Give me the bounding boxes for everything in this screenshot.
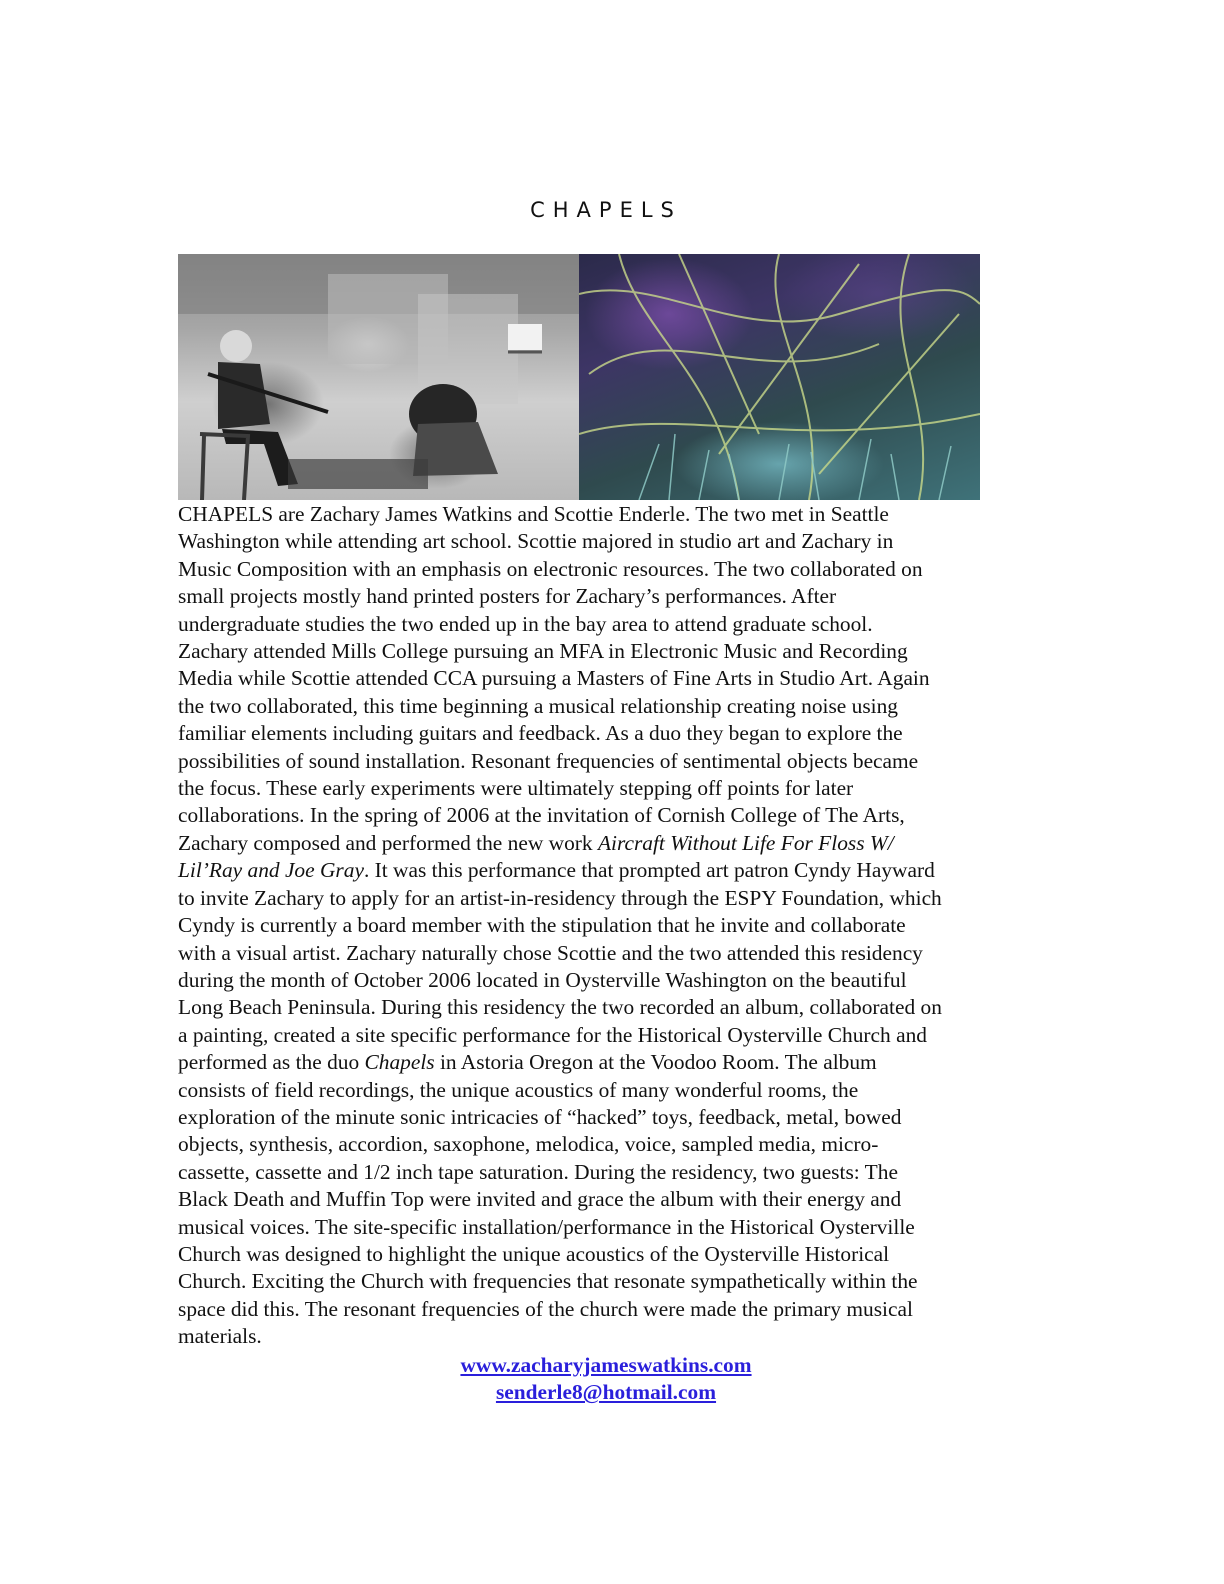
body-line: the two collaborated, this time beginning a musical relationship creating noise using (178, 693, 898, 718)
body-line: with a visual artist. Zachary naturally chose Scottie and the two attended this residency (178, 940, 923, 965)
email-link[interactable]: senderle8@hotmail.com (495, 1380, 717, 1405)
body-line: Washington while attending art school. Scottie majored in studio art and Zachary in (178, 529, 894, 554)
body-line: to invite Zachary to apply for an artist-in-residency through the ESPY Foundation, which (178, 885, 942, 910)
body-line: familiar elements including guitars and feedback. As a duo they began to explore the (178, 721, 903, 746)
website-link[interactable]: www.zacharyjameswatkins.com (460, 1353, 752, 1377)
body-line: collaborations. In the spring of 2006 at the invitation of Cornish College of The Arts, (178, 803, 905, 828)
body-line: Long Beach Peninsula. During this residency the two recorded an album, collaborated on (178, 995, 942, 1020)
body-line: Cyndy is currently a board member with the stipulation that he invite and collaborate (178, 913, 906, 938)
performance-photo-figures (178, 254, 579, 500)
branches-photo (579, 254, 980, 500)
contact-links (0, 1352, 1212, 1407)
body-line: musical voices. The site-specific installation/performance in the Historical Oysterville (178, 1214, 915, 1239)
body-line: cassette, cassette and 1/2 inch tape saturation. During the residency, two guests: The (178, 1159, 898, 1184)
body-line: Black Death and Muffin Top were invited and grace the album with their energy and (178, 1187, 902, 1212)
body-line: performed as the duo Chapels in Astoria Oregon at the Voodoo Room. The album (178, 1050, 877, 1075)
branches-photo-lines (579, 254, 980, 500)
band-name-italic: Chapels (364, 1050, 435, 1075)
work-title-italic: Aircraft Without Life For Floss W/ (597, 830, 894, 855)
body-paragraph (178, 501, 1040, 1351)
body-line: objects, synthesis, accordion, saxophone, melodica, voice, sampled media, micro- (178, 1132, 879, 1157)
performance-photo (178, 254, 579, 500)
body-line: undergraduate studies the two ended up in the bay area to attend graduate school. (178, 611, 873, 636)
body-line: Church. Exciting the Church with frequencies that resonate sympathetically within the (178, 1269, 918, 1294)
body-line: small projects mostly hand printed posters for Zachary’s performances. After (178, 584, 837, 609)
body-line: Zachary attended Mills College pursuing an MFA in Electronic Music and Recording (178, 639, 908, 664)
body-line: a painting, created a site specific performance for the Historical Oysterville Church and (178, 1022, 927, 1047)
body-line: possibilities of sound installation. Resonant frequencies of sentimental objects became (178, 748, 919, 773)
work-title-italic: Lil’Ray and Joe Gray (178, 858, 364, 883)
body-line: during the month of October 2006 located in Oysterville Washington on the beautiful (178, 967, 907, 992)
body-line: Media while Scottie attended CCA pursuing a Masters of Fine Arts in Studio Art. Again (178, 666, 930, 691)
body-line: Church was designed to highlight the unique acoustics of the Oysterville Historical (178, 1241, 890, 1266)
body-line: Zachary composed and performed the new work Aircraft Without Life For Floss W/ (178, 830, 894, 855)
photo-strip (178, 254, 980, 500)
body-line: CHAPELS are Zachary James Watkins and Scottie Enderle. The two met in Seattle (178, 502, 889, 526)
body-line: materials. (178, 1324, 262, 1349)
body-line: Music Composition with an emphasis on electronic resources. The two collaborated on (178, 556, 923, 581)
body-line: Lil’Ray and Joe Gray. It was this performance that prompted art patron Cyndy Hayward (178, 858, 935, 883)
body-line: exploration of the minute sonic intricacies of “hacked” toys, feedback, metal, bowed (178, 1104, 902, 1129)
page-title: CHAPELS (530, 198, 682, 222)
body-line: the focus. These early experiments were ultimately stepping off points for later (178, 776, 854, 801)
body-line: consists of field recordings, the unique acoustics of many wonderful rooms, the (178, 1077, 859, 1102)
body-line: space did this. The resonant frequencies of the church were made the primary musical (178, 1296, 913, 1321)
